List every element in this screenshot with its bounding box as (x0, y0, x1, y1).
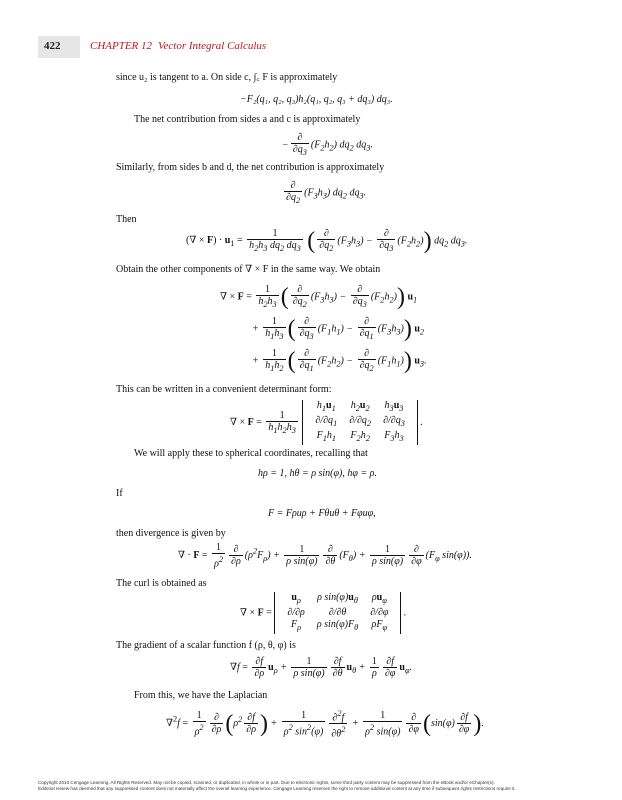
equation-1: −F₂(q₁, q₂, q₃)h₂(q₁, q₂, q₃ + dq₃) dq₃. (240, 94, 393, 105)
equation-vector-field: F = Fρuρ + Fθuθ + Fφuφ, (268, 508, 376, 519)
chapter-heading (90, 40, 266, 52)
equation-scale-factors: hρ = 1, hθ = ρ sin(φ), hφ = ρ. (258, 468, 377, 479)
page-header (0, 0, 622, 62)
paragraph-11: The gradient of a scalar function f (ρ, θ, φ) is (116, 640, 296, 651)
equation-gradient: ∇f = $\frac{\partial f}{\partial\rho}$ $u_\rho$ + $\frac{1}{\text{ρ sin(φ)}}$ $\frac{\partial f}{\partial\theta}$ $u_\theta$ + $\frac{1}{\rho}$ $\frac{\partial f}{\partial\varphi}$ $u_\varphi$. (230, 656, 413, 679)
paragraph-3: Similarly, from sides b and d, the net contribution is approximately (116, 162, 385, 173)
equation-3: $\frac{\partial}{\partial q_2}$ $(F_3h_3)$ $dq_2$ $dq_3$. (286, 180, 367, 205)
paragraph-4: Then (116, 214, 137, 225)
footer-line-1: Copyright 2010 Cengage Learning. All Rights Reserved. May not be copied, scanned, or duplicated, in whole or in part. Due to electronic rights, some third party content may be suppressed from the eBook and/or eChapter(s). (38, 780, 495, 785)
equation-curl-row-1: ∇ × F = $\frac{1}{h_2h_3}$ ( $\frac{\partial}{\partial q_2}$ $(F_3h_3)$ − $\frac{\partial}{\partial q_3}$ $(F_2h_2)$) $u_1$ (220, 284, 418, 310)
paragraph-10: The curl is obtained as (116, 578, 207, 589)
equation-divergence: ∇ · F = $\frac{1}{\rho^2}$ $\frac{\partial}{\partial\rho}$ $(\rho^2F_\rho)$ + $\frac{1}{\text{ρ sin(φ)}}$ $\frac{\partial}{\partial\theta}$ $(F_\theta)$ + $\frac{1}{\text{ρ sin(φ)}}$ $\frac{\partial}{\partial\varphi}$ ($F_\varphi$ sin(φ)). (178, 542, 472, 570)
chapter-label: CHAPTER 12 (90, 40, 153, 52)
equation-curl-component: (∇ × $F) \cdot u_1$ = $\frac{1}{h_2h_3 dq_2 dq_3}$ ( $\frac{\partial}{\partial q_2}$ $(F_3h_3)$ − $\frac{\partial}{\partial q_3}$ $(F_2h_2)$) $dq_2$ $dq_3$. (186, 228, 468, 254)
equation-spherical-curl: ∇ × F = $u_\rho$ ρ $\sin(\varphi)u_\theta$ $\rho u_\varphi$ ∂/∂ρ ∂/∂θ ∂/∂φ $F_\rho$ ρ $\sin(\varphi)F_\theta$ $\rho F_\varphi$ . (240, 592, 407, 632)
equation-curl-row-3: + $\frac{1}{h_1h_2}$ ( $\frac{\partial}{\partial q_1}$ $(F_2h_2)$ − $\frac{\partial}{\partial q_2}$ $(F_1h_1)$) $u_3$. (252, 348, 427, 374)
equation-2: − $\frac{\partial}{\partial q_3}$ $(F_2h_2)$ $dq_2$ $dq_3$. (282, 132, 373, 157)
paragraph-5: Obtain the other components of ∇ × F in the same way. We obtain (116, 264, 381, 275)
paragraph-8: If (116, 488, 123, 499)
equation-determinant: ∇ × F = $\frac{1}{h_1h_2h_3}$ $h_1u_1$ $h_2u_2$ $h_3u_3$ $\partial/\partial q_1$ $\partial/\partial q_2$ $\partial/\partial q_3$ $F_1h_1$ $F_2h_2$ $F_3h_3$ . (230, 400, 423, 443)
paragraph-9: then divergence is given by (116, 528, 226, 539)
paragraph-1: since u₂ is tangent to a. On side c, ∫꜀ F is approximately (116, 72, 338, 83)
page-number: 422 (44, 40, 61, 52)
chapter-title: Vector Integral Calculus (158, 40, 267, 52)
equation-laplacian: ∇$^2$f = $\frac{1}{\rho^2}$ $\frac{\partial}{\partial\rho}$ ($\rho^2$ $\frac{\partial f}{\partial\rho}$ ) + $\frac{1}{\rho^2 \sin^2(\varphi)}$ $\frac{\partial^2f}{\partial\theta^2}$ + $\frac{1}{\rho^2 \sin(\varphi)}$ $\frac{\partial}{\partial\varphi}$ (sin(φ) $\frac{\partial f}{\partial\varphi}$ ). (166, 709, 484, 740)
copyright-footer (38, 780, 516, 792)
paragraph-6: This can be written in a convenient determinant form: (116, 384, 332, 395)
paragraph-2: The net contribution from sides a and c is approximately (134, 114, 361, 125)
equation-curl-row-2: + $\frac{1}{h_1h_3}$ ( $\frac{\partial}{\partial q_3}$ $(F_1h_1)$ − $\frac{\partial}{\partial q_1}$ $(F_3h_3)$) $u_2$ (252, 316, 425, 342)
paragraph-7: We will apply these to spherical coordinates, recalling that (134, 448, 368, 459)
footer-line-2: Editorial review has deemed that any suppressed content does not materially affect the overall learning experience. Cengage Learning reserves the right to remove additional content at any time if subsequent rights restrictions require it. (38, 786, 516, 791)
paragraph-12: From this, we have the Laplacian (134, 690, 268, 701)
